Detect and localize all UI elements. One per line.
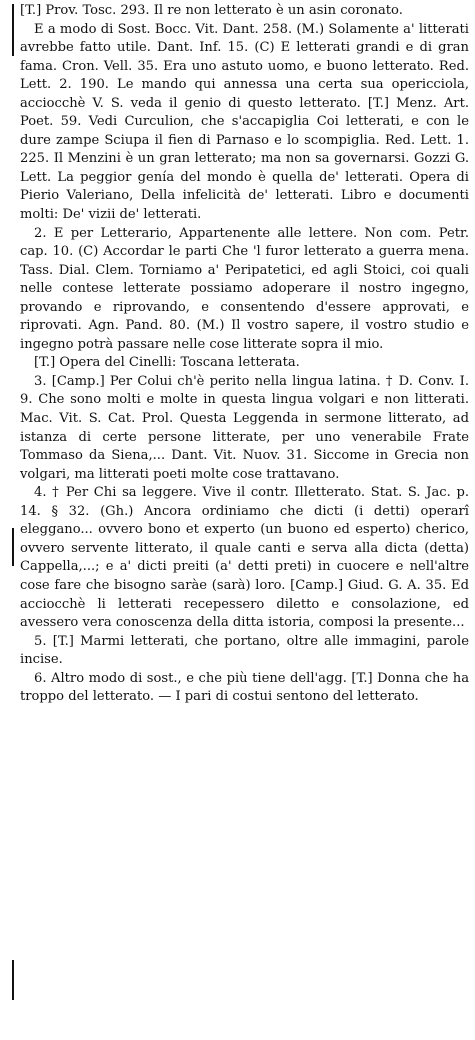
margin-rule [12,4,14,56]
entry-paragraph: 6. Altro modo di sost., e che più tiene dell'agg. [T.] Donna che ha troppo del letterato. — I pari di costui sentono del letterato. [20,670,469,705]
margin-rule [12,960,14,1000]
margin-rule [12,528,14,566]
entry-paragraph: 4. † Per Chi sa leggere. Vive il contr. Illetterato. Stat. S. Jac. p. 14. § 32. (Gh.) Ancora ordiniamo che dicti (i detti) operarî eleggano... ovvero bono et experto (un buono ed esperto) cherico, ovvero servente litterato, il quale canti e serva alla dicta (detta) Cappella,...; e a' dicti preiti (a' detti preti) in cuocere e nell'altre cose fare che bisogno saràe (sarà) loro. [Camp.] Giud. G. A. 35. Ed acciocchè li letterati recepessero diletto e consolazione, ed avessero vera conoscenza della ditta istoria, composi la presente... [20,485,469,631]
entry-paragraph: 3. [Camp.] Per Colui ch'è perito nella lingua latina. † D. Conv. I. 9. Che sono molti e molte in questa lingua volgari e non litterati. Mac. Vit. S. Cat. Prol. Questa Leggenda in sermone litterato, ad istanza di certe persone litterate, per uno venerabile Frate Tommaso da Siena,... Dant. Vit. Nuov. 31. Siccome in Grecia non volgari, ma litterati poeti molte cose trattavano. [20,373,469,482]
entry-paragraph: [T.] Prov. Tosc. 293. Il re non letterato è un asin coronato. [20,3,403,18]
entry-paragraph: 5. [T.] Marmi letterati, che portano, oltre alle immagini, parole incise. [20,633,469,668]
entry-paragraph: 2. E per Letterario, Appartenente alle lettere. Non com. Petr. cap. 10. (C) Accordar le parti Che 'l furor letterato a guerra mena. Tass. Dial. Clem. Torniamo a' Peripatetici, ed agli Stoici, coi quali nelle contese letterate possiamo adoperare il nostro ingegno, provando e riprovando, e consentendo d'essere approvati, e riprovati. Agn. Pand. 80. (M.) Il vostro sapere, il vostro studio e ingegno potrà passare nelle cose litterate sopra il mio. [20,225,469,352]
entry-paragraph: E a modo di Sost. Bocc. Vit. Dant. 258. (M.) Solamente a' litterati avrebbe fatto utile. Dant. Inf. 15. (C) E letterati grandi e di gran fama. Cron. Vell. 35. Era uno astuto uomo, e buono letterato. Red. Lett. 2. 190. Le mando qui annessa una certa sua opericciola, acciocchè V. S. veda il genio di questo letterato. [T.] Menz. Art. Poet. 59. Vedi Curculion, che s'accapiglia Coi letterati, e con le dure zampe Sciupa il fien di Parnaso e lo scompiglia. Red. Lett. 1. 225. Il Menzini è un gran letterato; ma non sa governarsi. Gozzi G. Lett. La peggior genía del mondo è quella de' letterati. Opera di Pierio Valeriano, Della infelicità de' letterati. Libro e documenti molti: De' vizii de' letterati. [20,21,469,223]
entry-paragraph: [T.] Opera del Cinelli: Toscana letterata. [34,355,300,371]
